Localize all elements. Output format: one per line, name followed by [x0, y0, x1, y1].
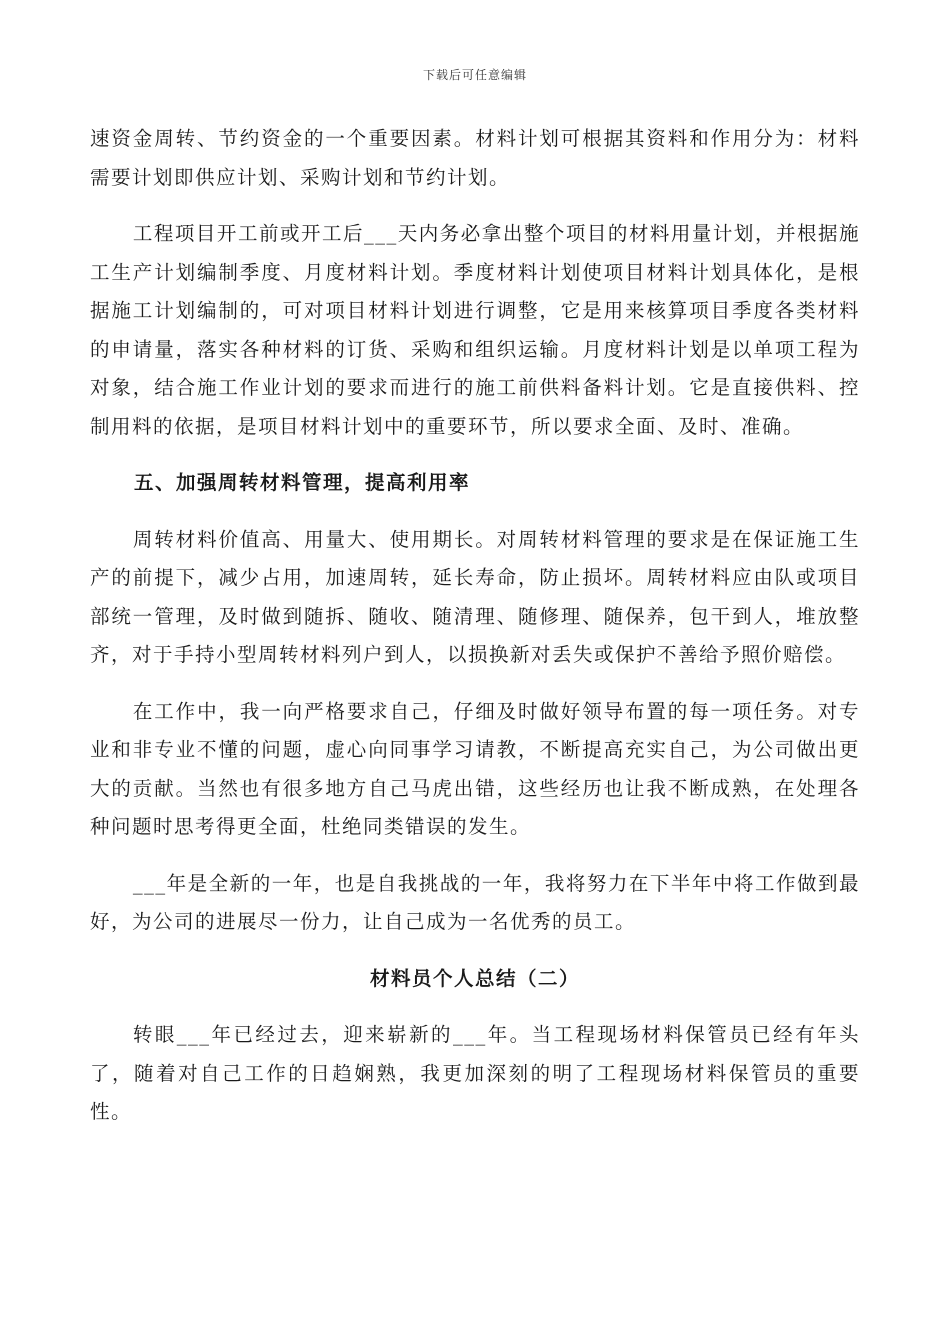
header-note: 下载后可任意编辑: [422, 68, 527, 82]
paragraph-1: 速资金周转、节约资金的一个重要因素。材料计划可根据其资料和作用分为：材料需要计划即供应计划、采购计划和节约计划。: [90, 127, 860, 189]
paragraph-3: 周转材料价值高、用量大、使用期长。对周转材料管理的要求是在保证施工生产的前提下，减少占用，加速周转，延长寿命，防止损坏。周转材料应由队或项目部统一管理，及时做到随拆、随收、随清理、随修理、随保养，包干到人，堆放整齐，对于手持小型周转材料列户到人，以损换新对丢失或保护不善给予照价赔偿。: [90, 527, 860, 666]
section-heading-5: 五、加强周转材料管理，提高利用率: [134, 471, 471, 494]
paragraph-2: 工程项目开工前或开工后___天内务必拿出整个项目的材料用量计划，并根据施工生产计划编制季度、月度材料计划。季度材料计划使项目材料计划具体化，是根据施工计划编制的，可对项目材料计划进行调整，它是用来核算项目季度各类材料的申请量，落实各种材料的订货、采购和组织运输。月度材料计划是以单项工程为对象，结合施工作业计划的要求而进行的施工前供料备料计划。它是直接供料、控制用料的依据，是项目材料计划中的重要环节，所以要求全面、及时、准确。: [90, 222, 860, 438]
paragraph-5: ___年是全新的一年，也是自我挑战的一年，我将努力在下半年中将工作做到最好，为公司的进展尽一份力，让自己成为一名优秀的员工。: [90, 871, 860, 933]
paragraph-4: 在工作中，我一向严格要求自己，仔细及时做好领导布置的每一项任务。对专业和非专业不懂的问题，虚心向同事学习请教，不断提高充实自己，为公司做出更大的贡献。当然也有很多地方自己马虎出错，这些经历也让我不断成熟，在处理各种问题时思考得更全面，杜绝同类错误的发生。: [90, 699, 860, 838]
document-body: [90, 120, 860, 1132]
paragraph-6: 转眼___年已经过去，迎来崭新的___年。当工程现场材料保管员已经有年头了，随着对自己工作的日趋娴熟，我更加深刻的明了工程现场材料保管员的重要性。: [90, 1023, 860, 1123]
section-title: 材料员个人总结（二）: [369, 966, 580, 990]
